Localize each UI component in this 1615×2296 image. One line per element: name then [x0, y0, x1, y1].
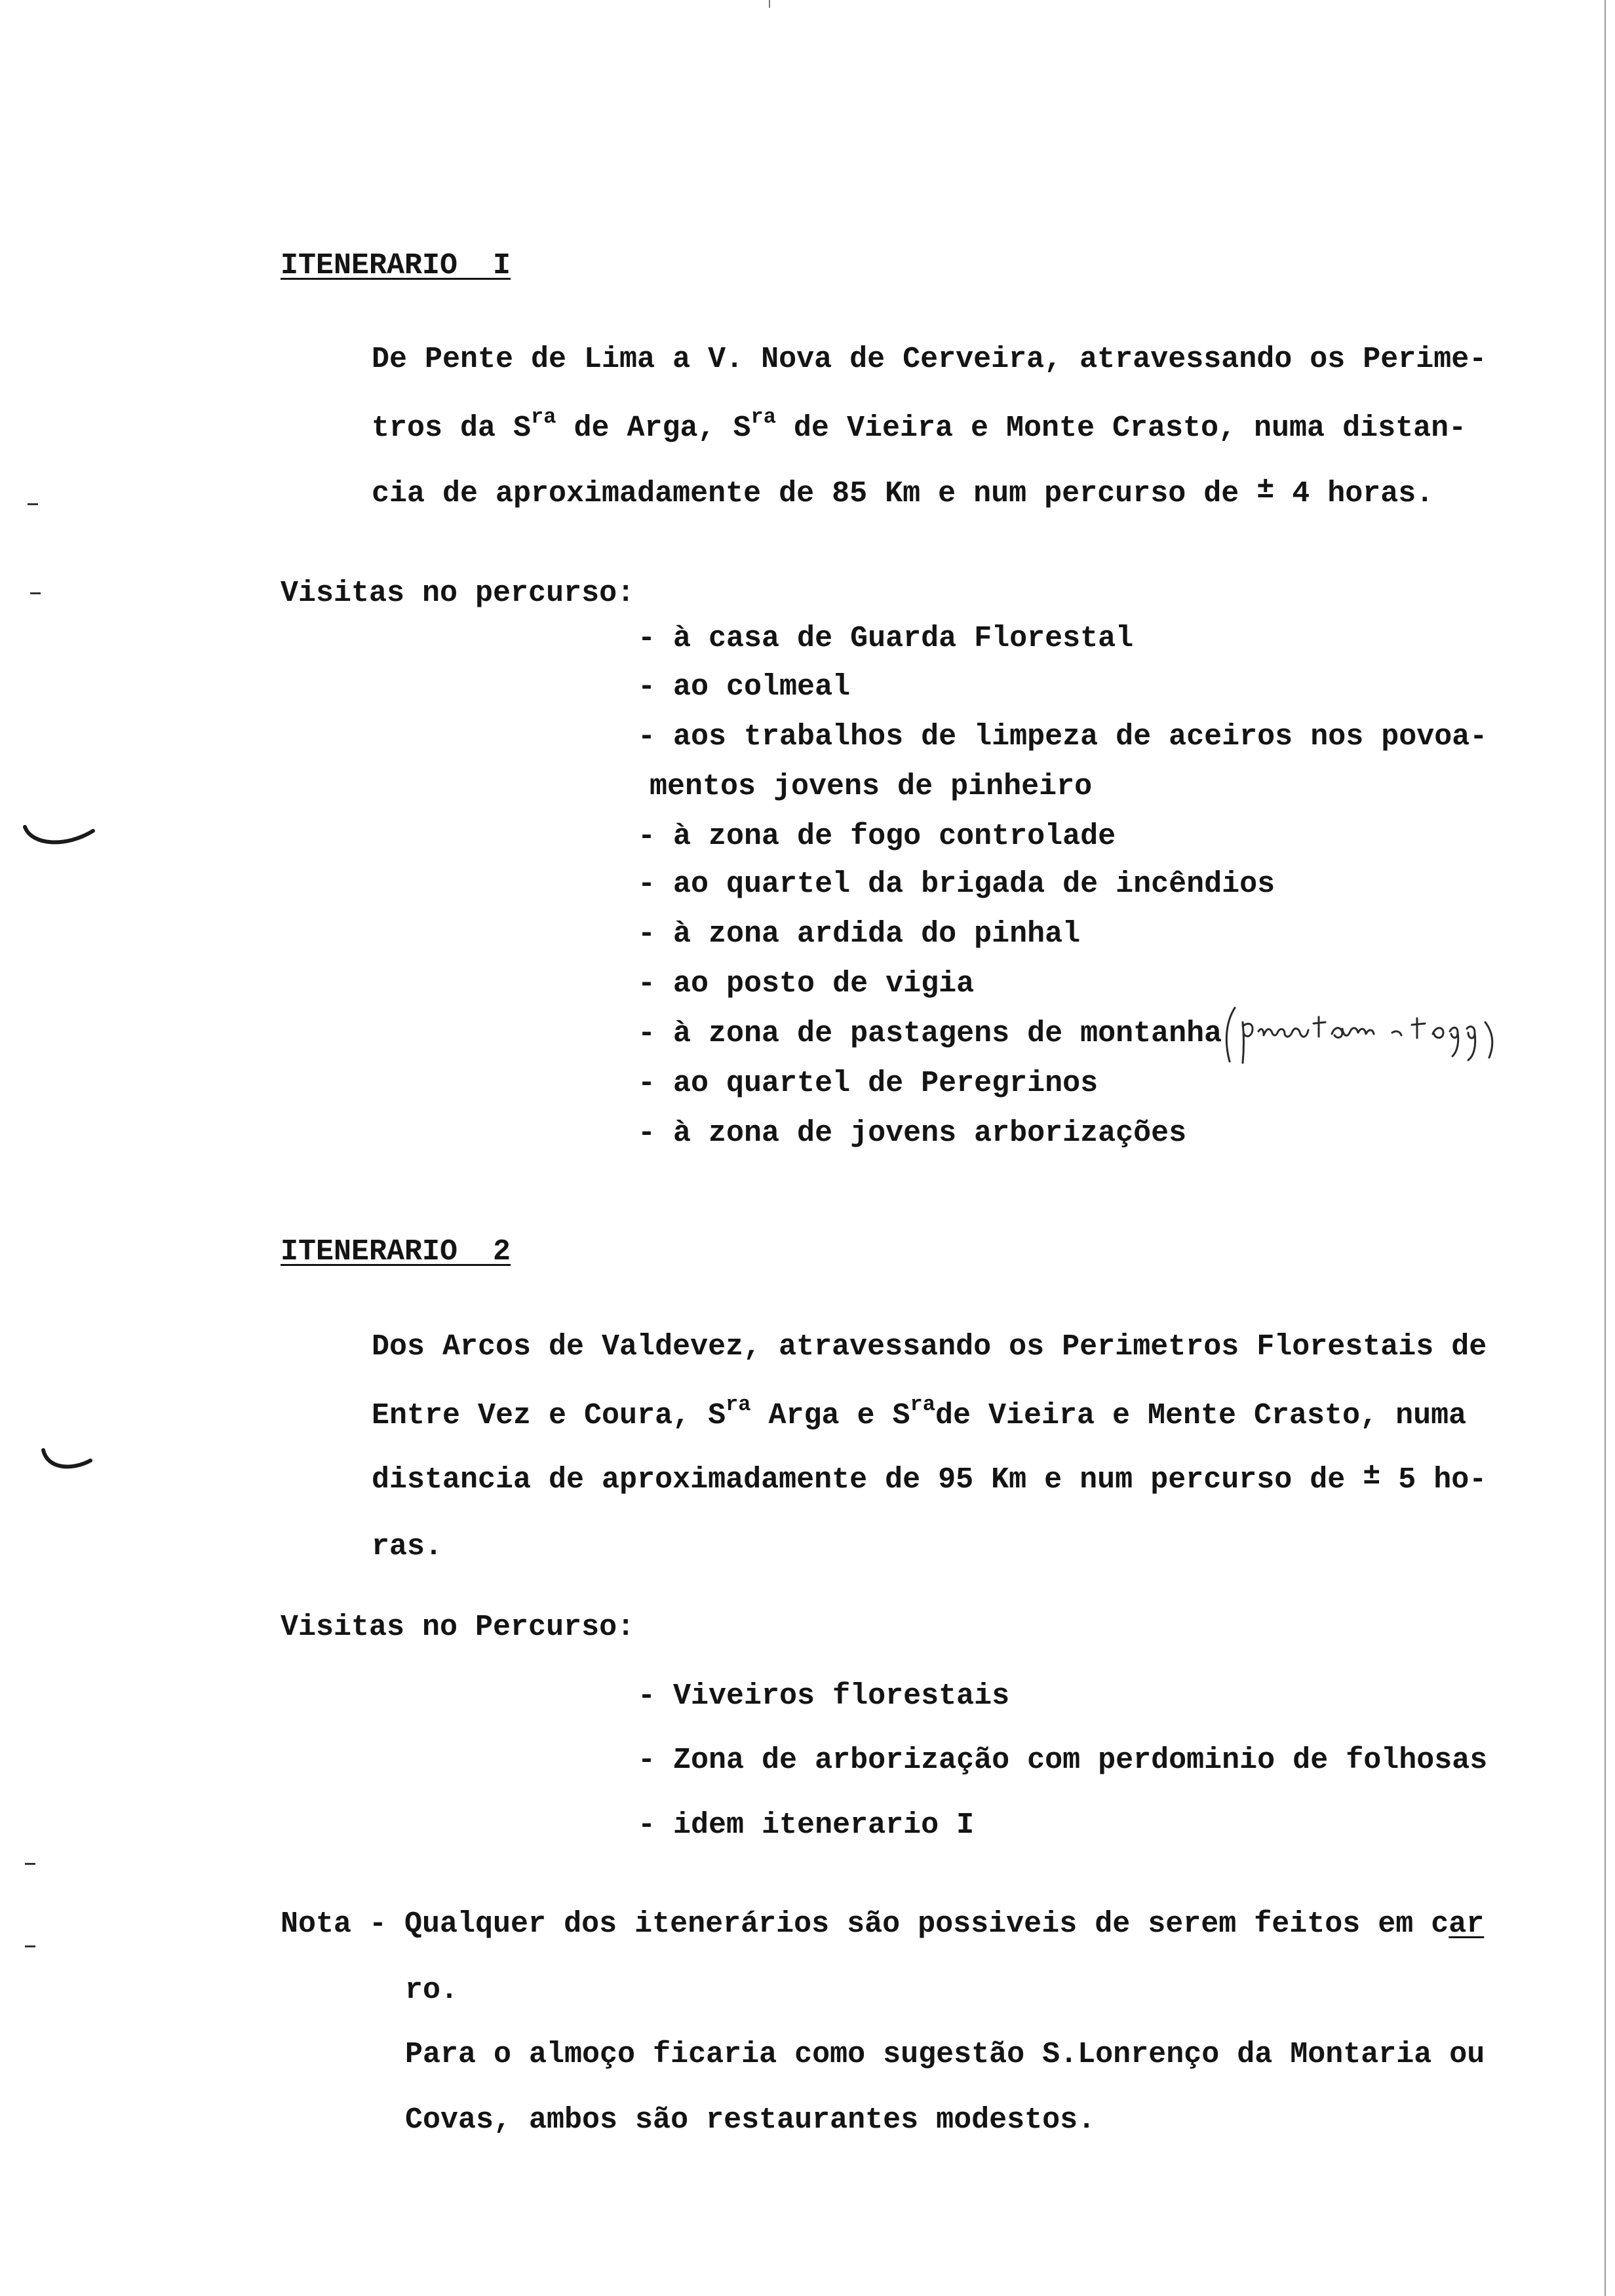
note-line: ro. — [405, 1974, 459, 2007]
itinerary-2-visits-label: Visitas no Percurso: — [281, 1611, 635, 1644]
list-item — [638, 721, 1487, 754]
list-item-text: à zona de fogo controlade — [673, 820, 1116, 853]
list-item — [638, 671, 850, 704]
bullet-dash: - — [638, 1117, 656, 1150]
text-segment: Arga e S — [750, 1399, 910, 1432]
list-item-text: ao colmeal — [673, 670, 851, 704]
itinerary-2-description-line — [372, 1531, 442, 1563]
itinerary-2-description-line — [372, 1459, 1487, 1497]
text-segment: Dos Arcos de Valdevez, atravessando os Perimetros Florestais de — [372, 1330, 1487, 1364]
superscript: ra — [726, 1392, 751, 1417]
text-segment: cia de aproximadamente de 85 Km e num percurso de — [372, 477, 1257, 510]
text-segment: de Arga, S — [556, 411, 751, 445]
itinerary-2-description-line — [372, 1392, 1467, 1434]
margin-bracket-mark — [38, 1445, 97, 1478]
itinerary-1-heading: ITENERARIO I — [281, 249, 511, 282]
text-segment: ras. — [372, 1530, 443, 1563]
underlined-segment: ar — [1449, 1907, 1485, 1941]
text-segment: de Vieira e Monte Crasto, numa distan- — [775, 411, 1467, 445]
list-item — [638, 1018, 1222, 1050]
text-segment: Entre Vez e Coura, S — [372, 1399, 726, 1432]
list-item — [638, 820, 1116, 853]
bullet-dash: - — [638, 670, 656, 704]
list-item-text: ao posto de vigia — [673, 967, 975, 1001]
list-item-text: aos trabalhos de limpeza de aceiros nos povoa- — [673, 720, 1488, 754]
bullet-dash: - — [638, 1679, 656, 1713]
bullet-dash: - — [638, 820, 656, 853]
list-item — [638, 1067, 1098, 1100]
list-item-text: ao quartel da brigada de incêndios — [673, 868, 1275, 901]
list-item-continuation: mentos jovens de pinheiro — [650, 770, 1093, 803]
bullet-dash: - — [638, 1017, 656, 1050]
superscript: ra — [750, 405, 776, 429]
list-item-text: idem itenerario I — [673, 1808, 975, 1842]
bullet-dash: - — [638, 917, 656, 951]
bullet-dash: - — [638, 622, 656, 655]
list-item — [638, 1744, 1487, 1777]
bullet-dash: - — [638, 1744, 656, 1777]
text-segment: tros da S — [372, 411, 532, 445]
list-item — [638, 622, 1133, 655]
list-item-text: à zona de jovens arborizações — [673, 1117, 1187, 1150]
margin-mark — [25, 1863, 35, 1865]
list-item — [638, 868, 1275, 901]
plus-minus-sign: ± — [1363, 1459, 1381, 1493]
text-segment: distancia de aproximadamente de 95 Km e num percurso de — [372, 1463, 1363, 1497]
itinerary-1-description-line — [372, 405, 1467, 447]
itinerary-2-description-line — [372, 1331, 1487, 1364]
list-item-text: ao quartel de Peregrinos — [673, 1067, 1099, 1100]
superscript: ra — [910, 1392, 935, 1417]
text-segment: De Pente de Lima a V. Nova de Cerveira, atravessando os Perime- — [372, 343, 1487, 376]
itinerary-1-description-line — [372, 473, 1434, 510]
margin-mark — [28, 503, 38, 505]
superscript: ra — [531, 405, 556, 429]
margin-mark — [25, 1945, 35, 1947]
list-item-text: Zona de arborização com perdominio de folhosas — [673, 1744, 1488, 1777]
margin-bracket-mark — [20, 819, 98, 852]
list-item — [638, 968, 974, 1001]
list-item-text: à casa de Guarda Florestal — [673, 622, 1134, 655]
note-line: Covas, ambos são restaurantes modestos. — [405, 2103, 1096, 2137]
list-item — [638, 1680, 1009, 1713]
bullet-dash: - — [638, 1808, 656, 1842]
list-item — [638, 918, 1080, 951]
scan-mark — [769, 0, 770, 8]
margin-mark — [30, 592, 41, 594]
note-line — [281, 1908, 1484, 1941]
text-segment: de Vieira e Mente Crasto, numa — [935, 1399, 1467, 1432]
bullet-dash: - — [638, 868, 656, 901]
itinerary-1-visits-label: Visitas no percurso: — [281, 577, 635, 610]
text-segment: 5 ho- — [1380, 1463, 1487, 1497]
scan-edge — [1605, 0, 1606, 2296]
list-item-text: à zona ardida do pinhal — [673, 917, 1081, 951]
note-line: Para o almoço ficaria como sugestão S.Lonrenço da Montaria ou — [405, 2038, 1485, 2071]
list-item-text: à zona de pastagens de montanha — [673, 1017, 1222, 1050]
list-item-text: Viveiros florestais — [673, 1679, 1010, 1713]
list-item — [638, 1117, 1186, 1150]
plus-minus-sign: ± — [1256, 473, 1275, 507]
bullet-dash: - — [638, 720, 656, 754]
text-segment: 4 horas. — [1274, 477, 1434, 510]
text-segment: Nota - Qualquer dos itenerários são possiveis de serem feitos em c — [281, 1907, 1449, 1941]
handwritten-annotation — [1220, 1003, 1535, 1068]
list-item — [638, 1809, 974, 1842]
itinerary-2-heading: ITENERARIO 2 — [281, 1235, 511, 1269]
bullet-dash: - — [638, 967, 656, 1001]
bullet-dash: - — [638, 1067, 656, 1100]
itinerary-1-description-line — [372, 343, 1487, 376]
